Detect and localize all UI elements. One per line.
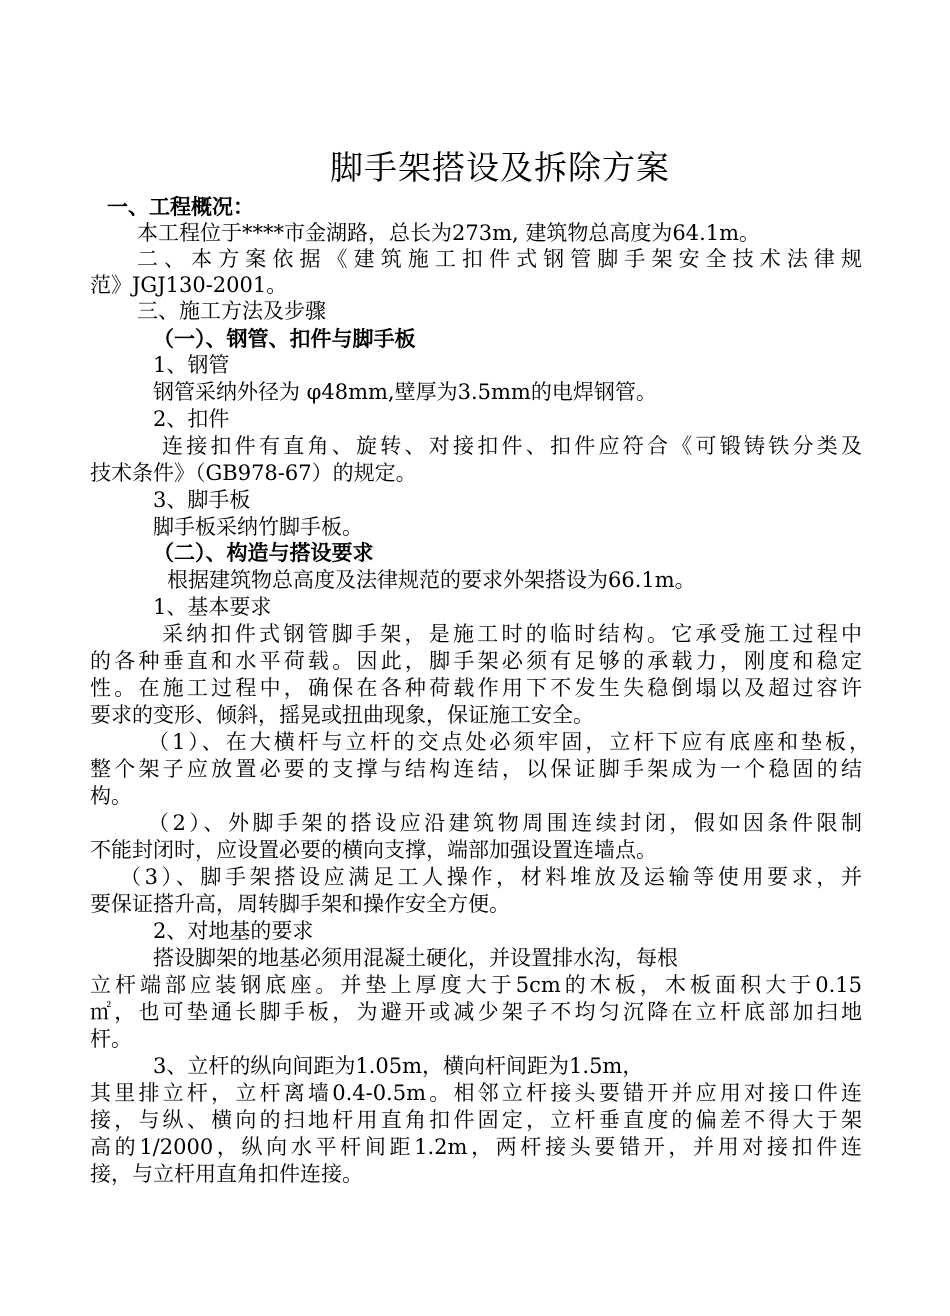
item-heading: 1、基本要求 <box>153 595 272 619</box>
paragraph-line: 不能封闭时，应设置必要的横向支撑，端部加强设置连墙点。 <box>90 838 657 862</box>
paragraph-line: 3、立杆的纵向间距为1.05m，横向杆间距为1.5m， <box>153 1054 644 1078</box>
document-title: 脚手架搭设及拆除方案 <box>330 148 670 187</box>
paragraph-line: 整个架子应放置必要的支撑与结构连结，以保证脚手架成为一个稳固的结 <box>90 757 862 781</box>
paragraph-line: 杆。 <box>90 1027 132 1051</box>
subsection-heading-materials: （一）、钢管、扣件与脚手板 <box>153 327 416 351</box>
paragraph-line: （2）、外脚手架的搭设应沿建筑物周围连续封闭，假如因条件限制 <box>148 811 862 835</box>
paragraph-line: 采纳扣件式钢管脚手架，是施工时的临时结构。它承受施工过程中 <box>162 622 862 646</box>
paragraph-line: （1）、在大横杆与立杆的交点处必须牢固，立杆下应有底座和垫板， <box>148 730 870 754</box>
paragraph-line: 二、本方案依据《建筑施工扣件式钢管脚手架安全技术法律规 <box>137 247 862 271</box>
paragraph-line: 钢管采纳外径为 φ48mm,壁厚为3.5mm的电焊钢管。 <box>153 380 657 404</box>
subsection-heading-construction: （二）、构造与搭设要求 <box>153 541 374 565</box>
paragraph-line: 技术条件》（GB978-67）的规定。 <box>90 461 417 485</box>
item-heading: 2、扣件 <box>153 407 230 431</box>
item-heading: 3、脚手板 <box>153 488 251 512</box>
item-heading: 2、对地基的要求 <box>153 919 314 943</box>
section-heading-methods: 三、施工方法及步骤 <box>137 299 326 323</box>
paragraph-line: ㎡，也可垫通长脚手板，为避开或减少架子不均匀沉降在立杆底部加扫地 <box>90 1000 862 1024</box>
paragraph-line: 接，与纵、横向的扫地杆用直角扣件固定，立杆垂直度的偏差不得大于架 <box>90 1108 862 1132</box>
paragraph-line: 接，与立杆用直角扣件连接。 <box>90 1162 363 1186</box>
paragraph-line: 高的1/2000，纵向水平杆间距1.2m，两杆接头要错开，并用对接扣件连 <box>90 1135 862 1159</box>
paragraph-line: 要求的变形、倾斜，摇晃或扭曲现象，保证施工安全。 <box>90 703 594 727</box>
paragraph-line: （3）、脚手架搭设应满足工人操作，材料堆放及运输等使用要求，并 <box>120 865 862 889</box>
paragraph-line: 构。 <box>90 784 132 808</box>
paragraph-line: 立杆端部应装钢底座。并垫上厚度大于5cm的木板，木板面积大于0.15 <box>90 973 862 997</box>
paragraph-line: 要保证搭升高，周转脚手架和操作安全方便。 <box>90 892 510 916</box>
paragraph-line: 连接扣件有直角、旋转、对接扣件、扣件应符合《可锻铸铁分类及 <box>162 434 862 458</box>
paragraph-line: 本工程位于****市金湖路，总长为273m, 建筑物总高度为64.1m。 <box>137 221 761 245</box>
paragraph-line: 搭设脚架的地基必须用混凝土硬化，并设置排水沟，每根 <box>153 946 678 970</box>
paragraph-line: 脚手板采纳竹脚手板。 <box>153 515 363 539</box>
paragraph-line: 根据建筑物总高度及法律规范的要求外架搭设为66.1m。 <box>167 568 696 592</box>
paragraph-line: 的各种垂直和水平荷载。因此，脚手架必须有足够的承载力，刚度和稳定 <box>90 649 862 673</box>
paragraph-line: 性。在施工过程中，确保在各种荷载作用下不发生失稳倒塌以及超过容许 <box>90 676 862 700</box>
section-heading-overview: 一、工程概况： <box>107 195 254 219</box>
paragraph-line: 范》JGJ130-2001。 <box>90 273 288 297</box>
item-heading: 1、钢管 <box>153 353 230 377</box>
paragraph-line: 其里排立杆，立杆离墙0.4-0.5m。相邻立杆接头要错开并应用对接口件连 <box>90 1081 862 1105</box>
